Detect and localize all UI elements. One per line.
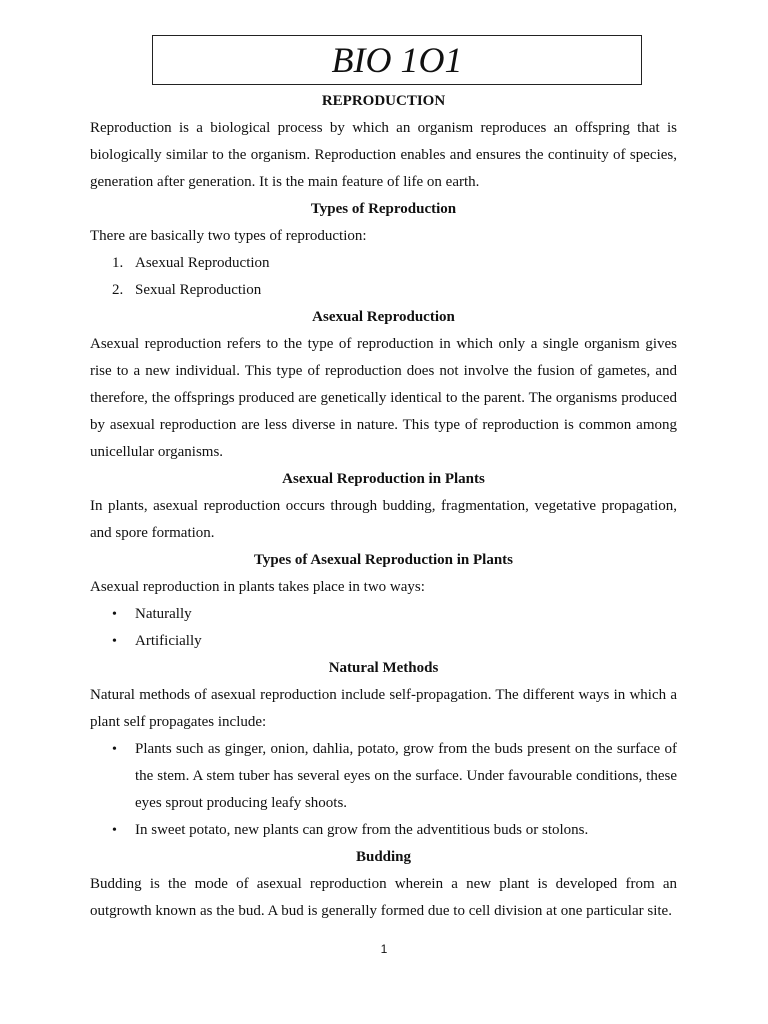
list-item (90, 277, 677, 304)
list-item-text: Naturally (135, 606, 192, 622)
bullet-icon: • (112, 742, 117, 757)
heading-asexual-in-plants: Asexual Reproduction in Plants (282, 471, 485, 487)
list-item (90, 736, 677, 817)
list-item (90, 601, 677, 628)
list-item-text: Artificially (135, 633, 202, 649)
paragraph-types-plants-intro: Asexual reproduction in plants takes place in two ways: (90, 579, 425, 595)
heading-natural-methods: Natural Methods (328, 660, 439, 676)
title-box (152, 35, 642, 85)
paragraph-types-intro: There are basically two types of reproduction: (90, 228, 367, 244)
heading-types-of-reproduction: Types of Reproduction (310, 201, 457, 217)
bullet-icon: • (112, 823, 117, 838)
bullet-icon: • (112, 607, 117, 622)
heading-asexual-reproduction: Asexual Reproduction (312, 309, 455, 325)
list-item (90, 250, 677, 277)
bullet-icon: • (112, 634, 117, 649)
paragraph-natural-methods: Natural methods of asexual reproduction include self-propagation. The different ways in which a plant self propagates include: (90, 687, 677, 730)
list-item (90, 817, 677, 844)
list-number: 1. (112, 255, 124, 271)
heading-budding: Budding (355, 849, 412, 865)
list-item (90, 628, 677, 655)
document-title: BIO 1O1 (331, 40, 463, 80)
list-item-text: Plants such as ginger, onion, dahlia, potato, grow from the buds present on the surface of the stem. A stem tuber has several eyes on the surface. Under favourable conditions, these eyes sprout producing leafy shoots. (135, 741, 677, 811)
paragraph-asexual: Asexual reproduction refers to the type of reproduction in which only a single organism gives rise to a new individual. This type of reproduction does not involve the fusion of gametes, and therefore, the offsprings produced are genetically identical to the parent. The organisms produced by asexual reproduction are less diverse in nature. This type of reproduction is common among unicellular organisms. (90, 336, 677, 460)
paragraph-asexual-in-plants: In plants, asexual reproduction occurs through budding, fragmentation, vegetative propagation, and spore formation. (90, 498, 677, 541)
list-item-text: Asexual Reproduction (135, 255, 270, 271)
paragraph-budding: Budding is the mode of asexual reproduction wherein a new plant is developed from an outgrowth known as the bud. A bud is generally formed due to cell division at one particular site. (90, 876, 677, 919)
bullet-list-ways (90, 601, 677, 655)
list-item-text: Sexual Reproduction (135, 282, 262, 298)
heading-types-asexual-in-plants: Types of Asexual Reproduction in Plants (253, 552, 514, 568)
list-number: 2. (112, 282, 124, 298)
paragraph-reproduction: Reproduction is a biological process by which an organism reproduces an offspring that is biologically similar to the organism. Reproduction enables and ensures the continuity of species, generation after generation. It is the main feature of life on earth. (90, 120, 677, 190)
heading-reproduction: REPRODUCTION (321, 93, 446, 109)
bullet-list-natural (90, 736, 677, 844)
list-item-text: In sweet potato, new plants can grow from the adventitious buds or stolons. (135, 822, 589, 838)
document-page (90, 35, 677, 925)
numbered-list-types (90, 250, 677, 304)
page-number: 1 (380, 942, 388, 956)
